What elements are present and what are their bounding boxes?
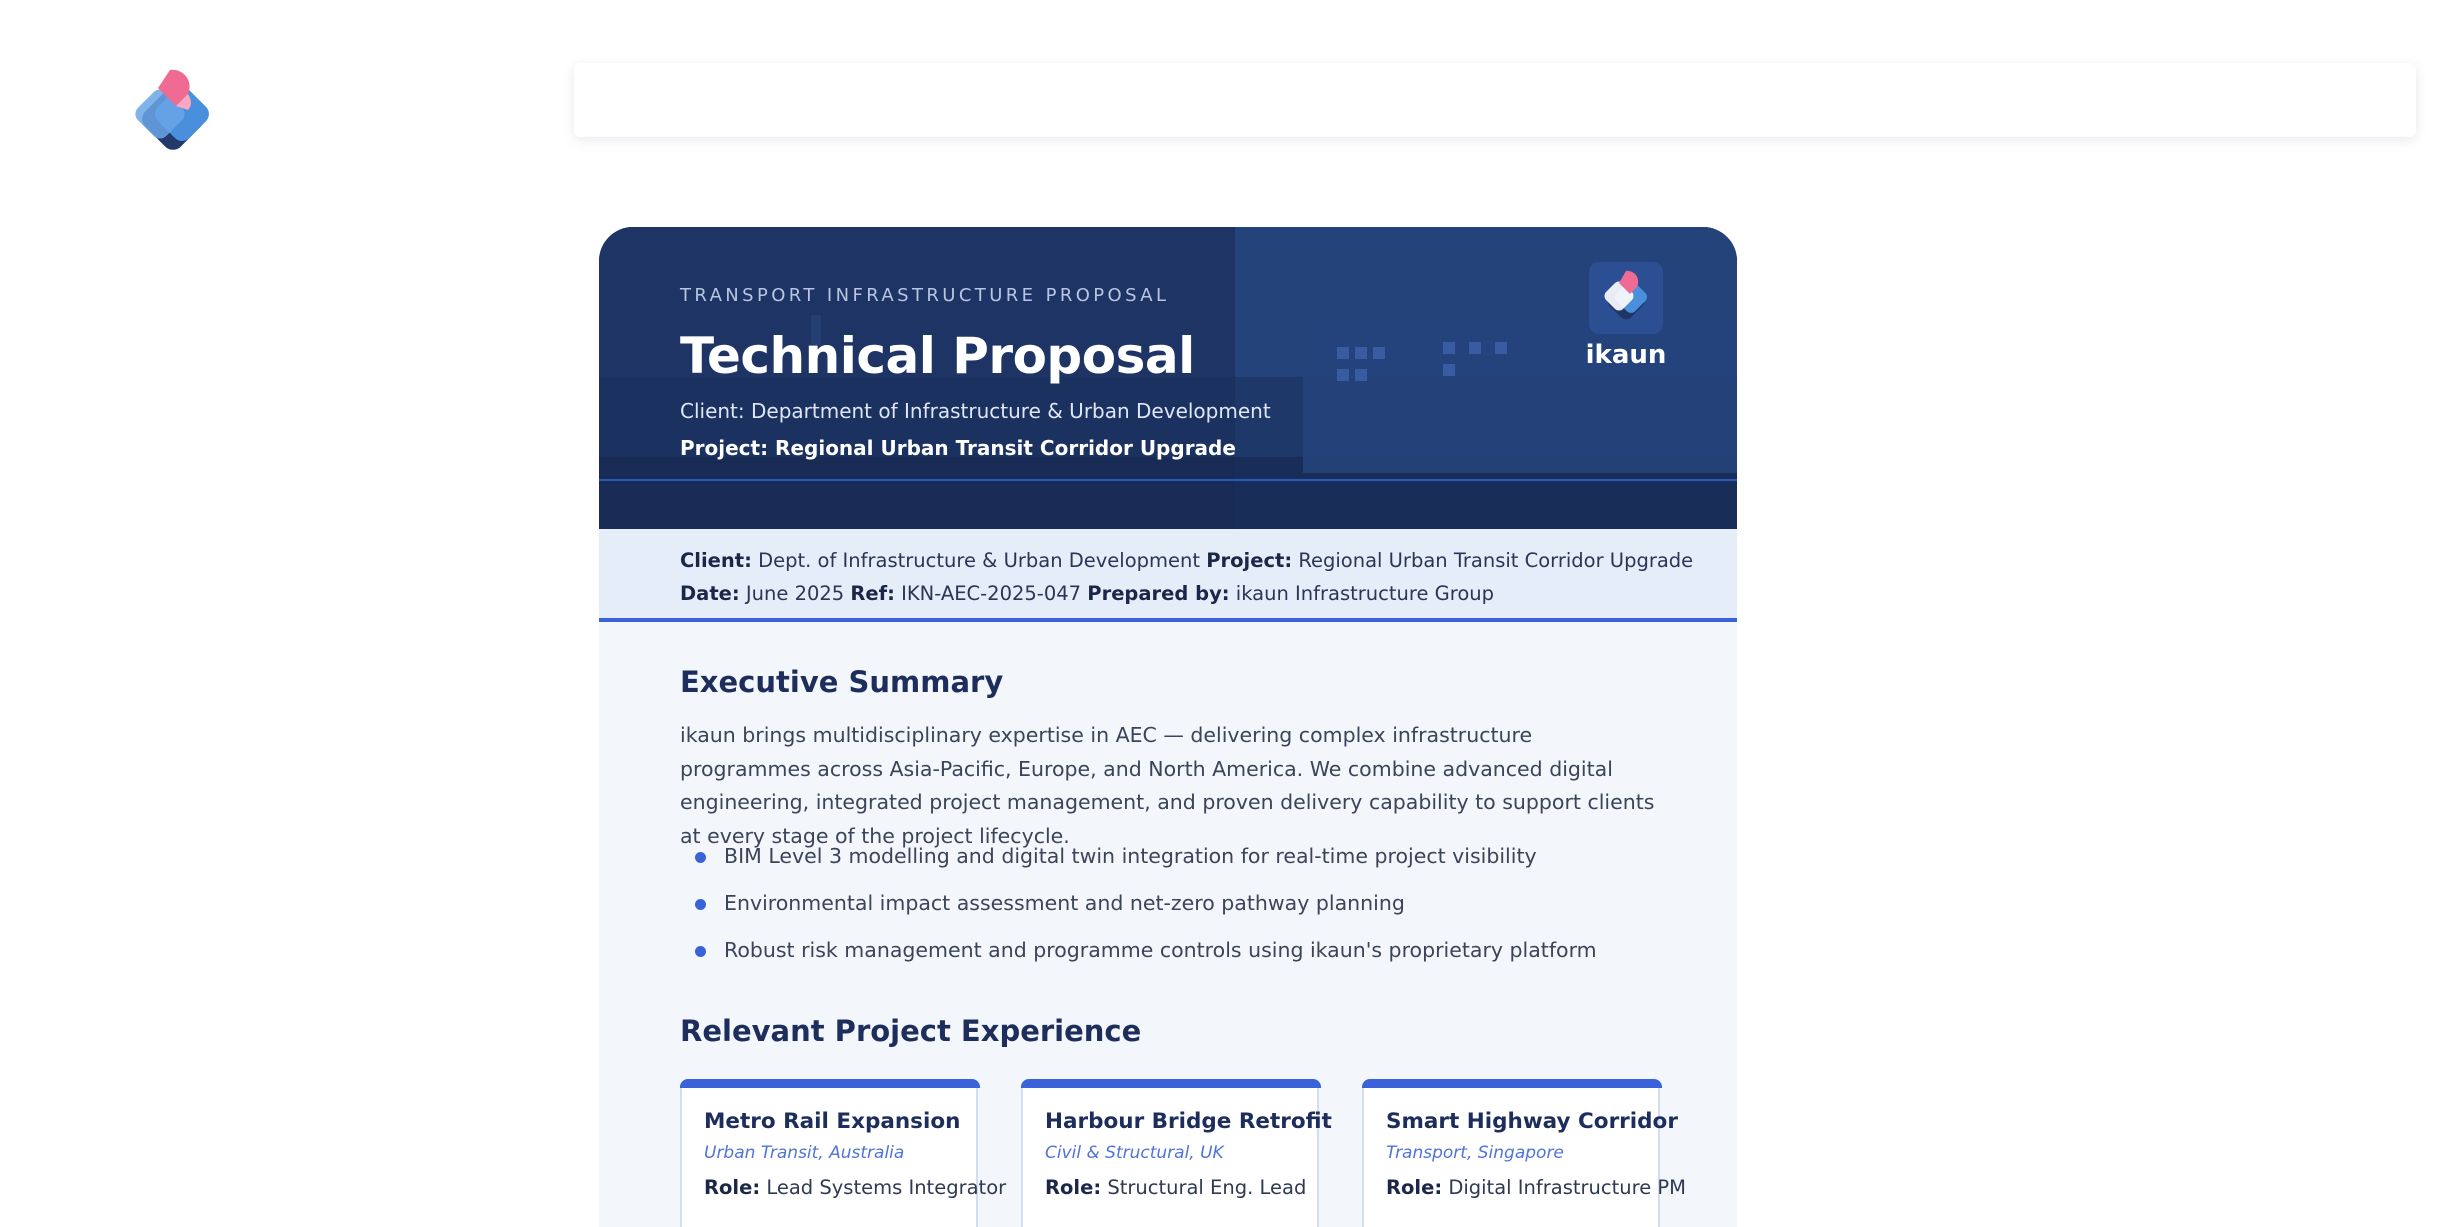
bullet-text: BIM Level 3 modelling and digital twin integration for real-time project visibility <box>724 844 1537 868</box>
bullet-dot-icon <box>695 946 706 957</box>
proposal-document <box>599 227 1737 1227</box>
card-accent-bar <box>680 1079 980 1088</box>
meta-line-date-ref <box>680 582 1494 605</box>
client-label: Client: <box>680 549 752 572</box>
card-subtitle: Urban Transit, Australia <box>704 1143 905 1163</box>
bullet-text: Robust risk management and programme controls using ikaun's proprietary platform <box>724 938 1597 962</box>
card-title: Metro Rail Expansion <box>704 1109 961 1134</box>
role-label: Role: <box>704 1176 761 1199</box>
role-label: Role: <box>1045 1176 1102 1199</box>
prepared-value: ikaun Infrastructure Group <box>1235 582 1495 605</box>
bullet-dot-icon <box>695 852 706 863</box>
date-value: June 2025 <box>745 582 845 605</box>
card-accent-bar <box>1362 1079 1662 1088</box>
executive-summary-heading: Executive Summary <box>680 665 1004 699</box>
client-value: Dept. of Infrastructure & Urban Development <box>758 549 1201 572</box>
project-card-metro-rail <box>680 1079 1007 1227</box>
hero-content <box>680 285 1271 460</box>
meta-strip <box>599 529 1737 622</box>
ref-label: Ref: <box>850 582 895 605</box>
card-subtitle: Transport, Singapore <box>1386 1143 1564 1163</box>
card-role <box>1045 1176 1306 1199</box>
card-subtitle: Civil & Structural, UK <box>1045 1143 1224 1163</box>
role-value: Lead Systems Integrator <box>766 1176 1007 1199</box>
page-title: Technical Proposal <box>680 327 1195 385</box>
hero-client-line: Client: Department of Infrastructure & Urban Development <box>680 399 1271 423</box>
bullet-dot-icon <box>695 899 706 910</box>
card-accent-bar <box>1021 1079 1321 1088</box>
list-item <box>680 888 1597 935</box>
role-value: Structural Eng. Lead <box>1107 1176 1307 1199</box>
card-role <box>704 1176 1006 1199</box>
executive-summary-paragraph: ikaun brings multidisciplinary expertise in AEC — delivering complex infrastructure programmes across Asia-Pacific, Europe, and North America. We combine advanced digital engineering, integrated project management, and proven delivery capability to support clients at every stage of the project lifecycle. <box>680 723 1655 848</box>
hero-project-line: Project: Regional Urban Transit Corridor Upgrade <box>680 436 1236 460</box>
role-value: Digital Infrastructure PM <box>1448 1176 1686 1199</box>
prepared-label: Prepared by: <box>1087 582 1230 605</box>
hero-banner <box>599 227 1737 529</box>
date-label: Date: <box>680 582 740 605</box>
card-title: Harbour Bridge Retrofit <box>1045 1109 1332 1134</box>
card-title: Smart Highway Corridor <box>1386 1109 1678 1134</box>
hero-eyebrow: TRANSPORT INFRASTRUCTURE PROPOSAL <box>680 285 1170 306</box>
role-label: Role: <box>1386 1176 1443 1199</box>
list-item <box>680 841 1597 888</box>
summary-bullet-list <box>680 841 1597 982</box>
card-role <box>1386 1176 1686 1199</box>
meta-line-client-project <box>680 549 1693 572</box>
ref-value: IKN-AEC-2025-047 <box>901 582 1082 605</box>
project-card-smart-highway <box>1362 1079 1686 1227</box>
app-logo-icon[interactable] <box>118 60 218 160</box>
top-bar <box>574 63 2416 137</box>
list-item <box>680 935 1597 982</box>
brand-logo-icon <box>1589 262 1663 334</box>
brand-name: ikaun <box>1585 340 1667 370</box>
project-label: Project: <box>1206 549 1293 572</box>
project-card-harbour-bridge <box>1021 1079 1332 1227</box>
experience-heading: Relevant Project Experience <box>680 1014 1142 1048</box>
bullet-text: Environmental impact assessment and net-zero pathway planning <box>724 891 1405 915</box>
project-value: Regional Urban Transit Corridor Upgrade <box>1298 549 1694 572</box>
